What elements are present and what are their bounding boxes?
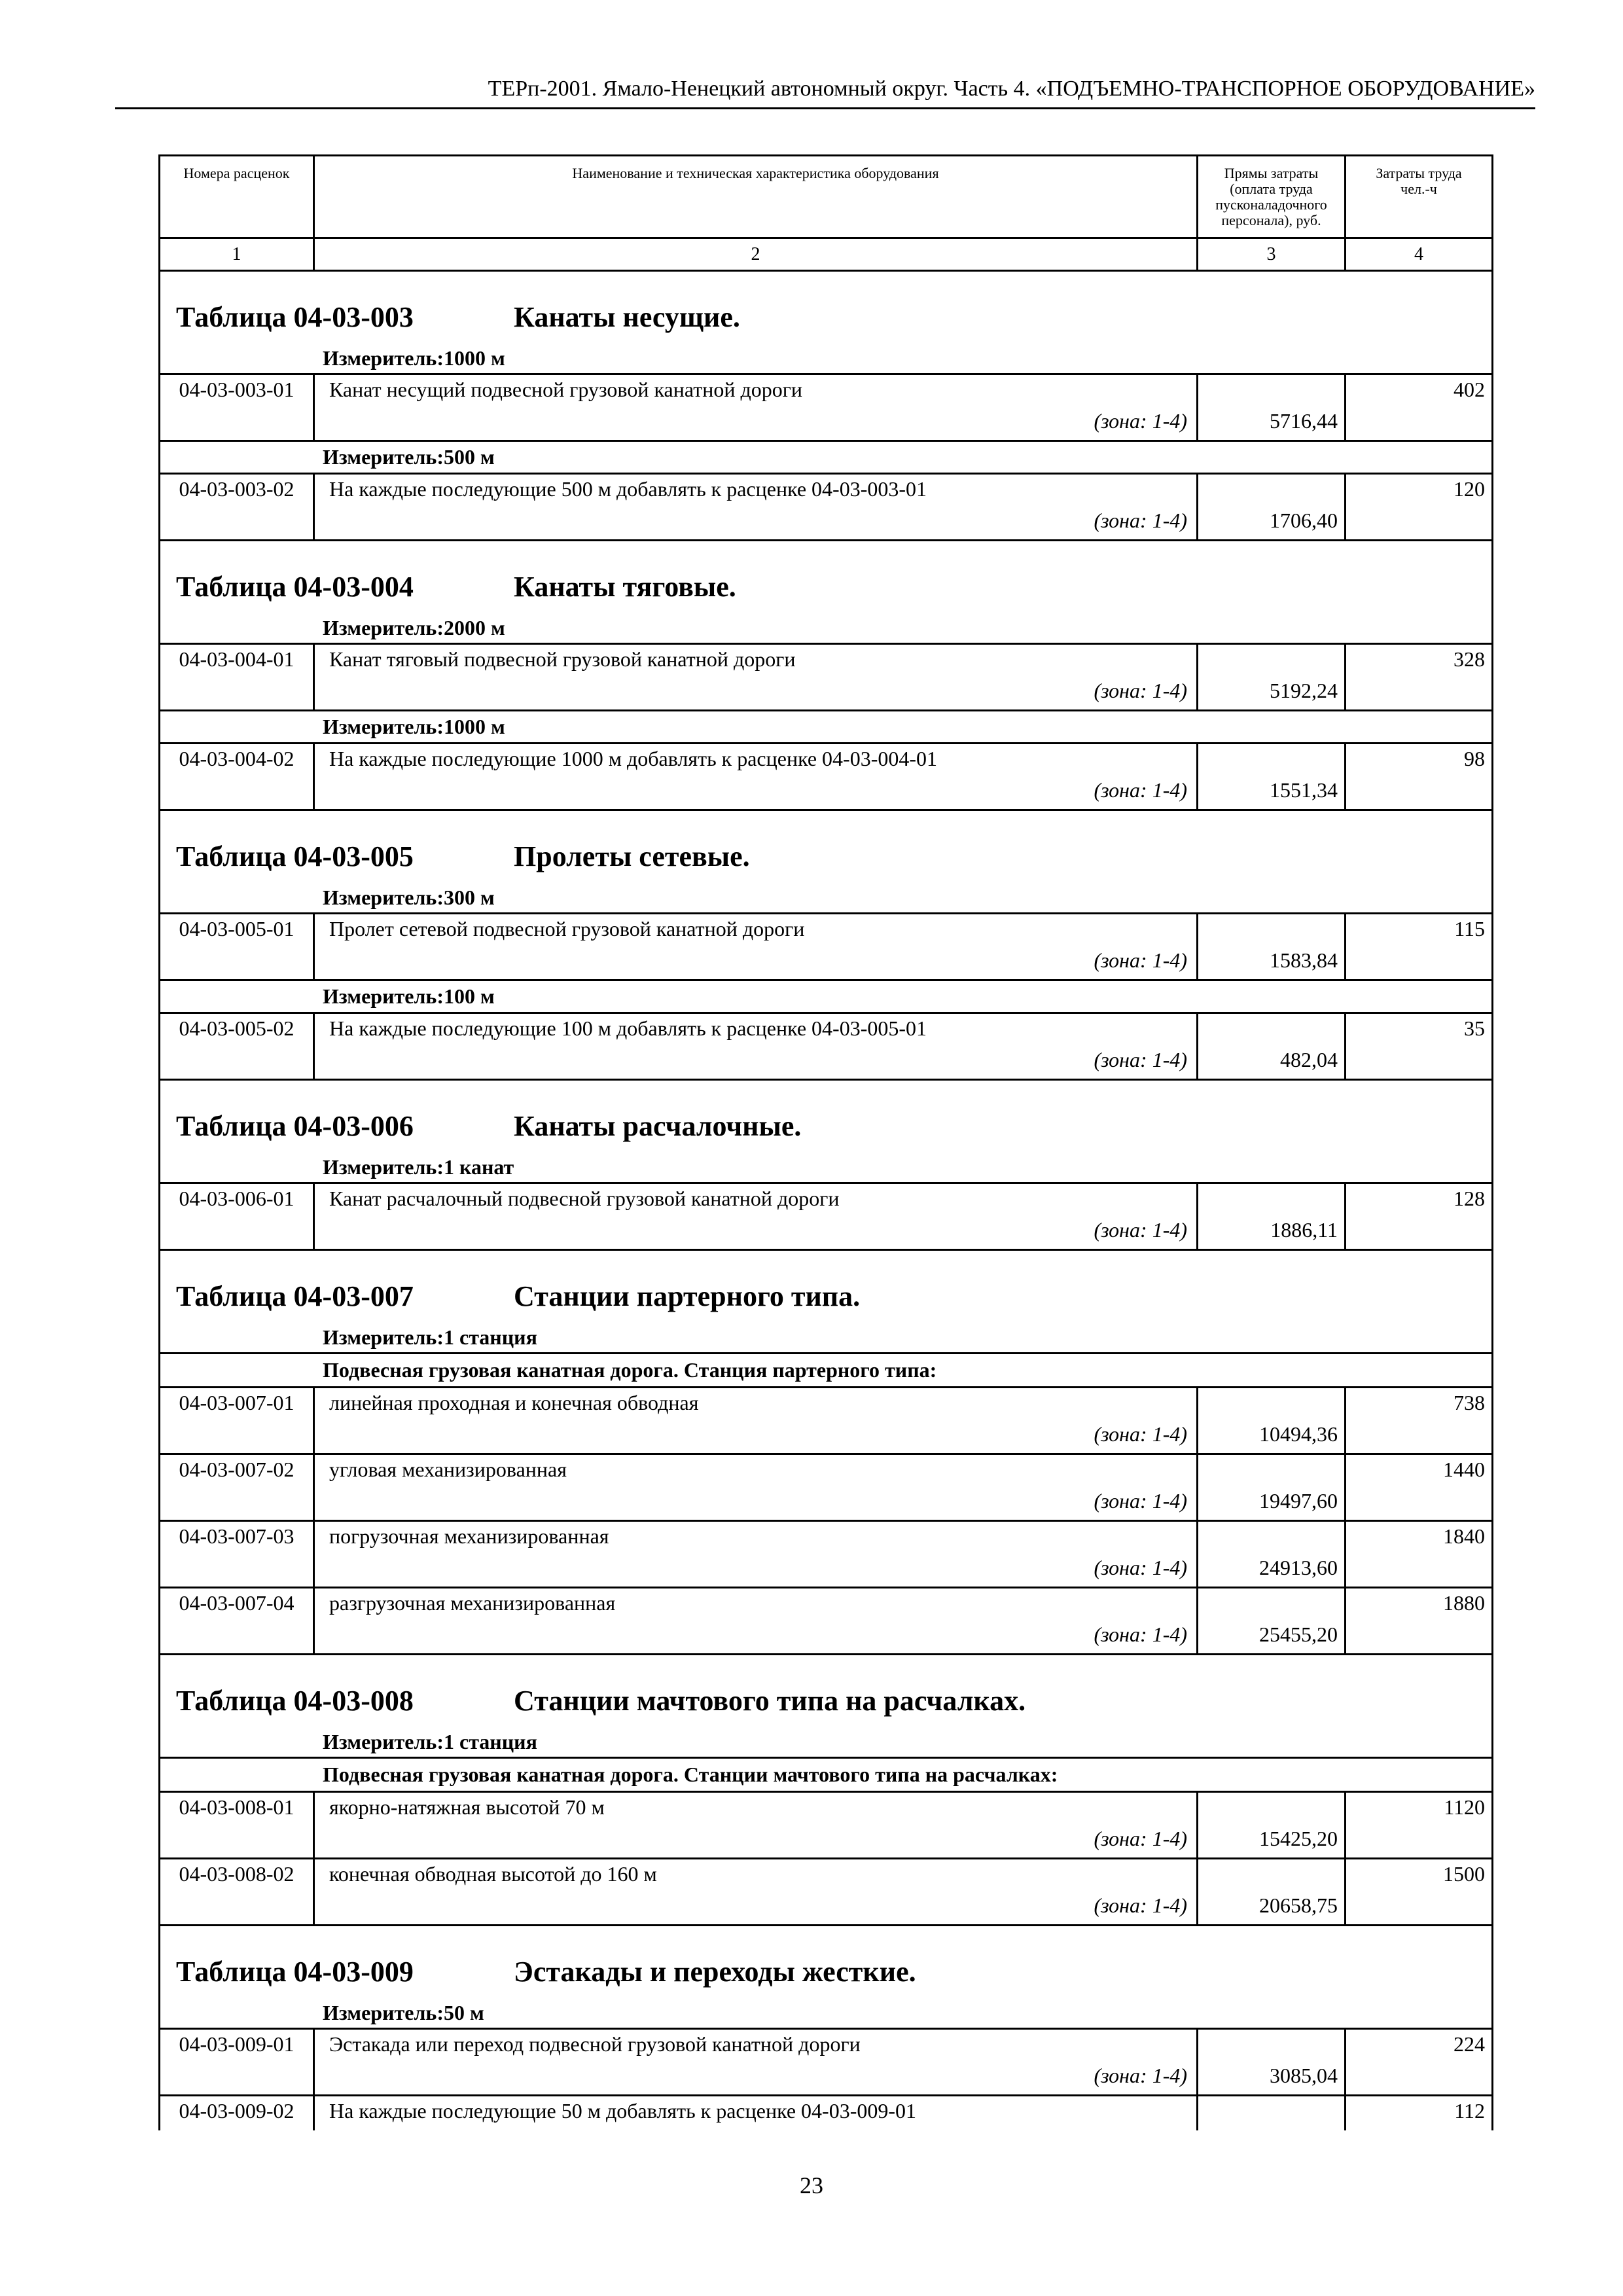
column-number-1: 1 — [160, 239, 315, 270]
table-number: Таблица 04-03-006 — [176, 1110, 414, 1142]
column-number-4: 4 — [1414, 244, 1423, 264]
zone-note: (зона: 1-4) — [1094, 1422, 1187, 1446]
rates-table — [158, 154, 1493, 2130]
rate-name: Канат тяговый подвесной грузовой канатной дороги — [329, 647, 796, 671]
rate-code: 04-03-004-02 — [160, 744, 315, 809]
table-row — [158, 1014, 1493, 1081]
rate-description-cell — [315, 1184, 1198, 1249]
rate-name: якорно-натяжная высотой 70 м — [329, 1795, 605, 1819]
zone-note: (зона: 1-4) — [1094, 1489, 1187, 1513]
zone-note: (зона: 1-4) — [1094, 1048, 1187, 1071]
rate-name: На каждые последующие 500 м добавлять к расценке 04-03-003-01 — [329, 477, 927, 501]
rate-description-cell — [315, 914, 1198, 979]
rate-name: Канат расчалочный подвесной грузовой канатной дороги — [329, 1187, 840, 1210]
cost-cell — [1198, 1014, 1346, 1079]
table-number: Таблица 04-03-005 — [176, 840, 414, 872]
measure-row — [158, 442, 1493, 475]
table-heading — [158, 272, 1493, 375]
rate-name: На каждые последующие 50 м добавлять к расценке 04-03-009-01 — [329, 2099, 916, 2123]
rate-description-cell — [315, 645, 1198, 709]
page-number: 23 — [800, 2172, 823, 2198]
rate-code: 04-03-007-02 — [160, 1455, 315, 1520]
column-header-codes: Номера расценок — [160, 156, 315, 237]
labor-cost: 1880 — [1443, 1591, 1485, 1615]
direct-cost: 10494,36 — [1259, 1422, 1338, 1446]
rate-description-cell — [315, 2030, 1198, 2094]
labor-cost: 115 — [1454, 917, 1485, 941]
cost-cell — [1198, 2030, 1346, 2094]
rate-description-cell — [315, 1014, 1198, 1079]
table-row — [158, 645, 1493, 711]
table-title: Пролеты сетевые. — [514, 840, 750, 872]
rate-code: 04-03-009-02 — [160, 2096, 315, 2130]
labor-cost: 738 — [1454, 1391, 1485, 1414]
rate-name: погрузочная механизированная — [329, 1524, 609, 1548]
zone-note: (зона: 1-4) — [1094, 1893, 1187, 1917]
table-measure: Измеритель:2000 м — [323, 616, 505, 639]
table-number: Таблица 04-03-003 — [176, 301, 414, 333]
rate-name: На каждые последующие 1000 м добавлять к расценке 04-03-004-01 — [329, 747, 937, 770]
table-number: Таблица 04-03-007 — [176, 1280, 414, 1312]
column-header-row — [158, 156, 1493, 239]
table-number: Таблица 04-03-004 — [176, 571, 414, 603]
labor-cost: 120 — [1454, 477, 1485, 501]
table-row — [158, 475, 1493, 541]
table-heading — [158, 811, 1493, 914]
zone-note: (зона: 1-4) — [1094, 1623, 1187, 1646]
rate-code: 04-03-008-01 — [160, 1793, 315, 1857]
table-row — [158, 2096, 1493, 2130]
cost-cell — [1198, 1388, 1346, 1453]
rate-code: 04-03-003-02 — [160, 475, 315, 539]
labor-cost: 1120 — [1444, 1795, 1485, 1819]
table-row — [158, 1184, 1493, 1251]
zone-note: (зона: 1-4) — [1094, 948, 1187, 972]
table-number: Таблица 04-03-008 — [176, 1685, 414, 1717]
rate-code: 04-03-009-01 — [160, 2030, 315, 2094]
table-title: Эстакады и переходы жесткие. — [514, 1956, 916, 1988]
table-measure: Измеритель:1 канат — [323, 1155, 514, 1179]
table-measure: Измеритель:1 станция — [323, 1325, 537, 1349]
labor-cost: 98 — [1464, 747, 1485, 770]
table-title: Станции партерного типа. — [514, 1280, 861, 1312]
direct-cost: 482,04 — [1280, 1048, 1338, 1071]
rate-description-cell — [315, 2096, 1198, 2130]
table-row — [158, 2030, 1493, 2096]
direct-cost: 1886,11 — [1270, 1218, 1338, 1242]
table-heading — [158, 1655, 1493, 1759]
column-header-cost: Прямы затраты (оплата труда пусконаладочного персонала), руб. — [1198, 156, 1346, 237]
column-number-2: 2 — [315, 239, 1198, 270]
rate-description-cell — [315, 375, 1198, 440]
cost-cell — [1198, 2096, 1346, 2130]
table-row — [158, 1455, 1493, 1522]
direct-cost: 5192,24 — [1270, 679, 1338, 702]
rate-code: 04-03-007-04 — [160, 1588, 315, 1653]
group-row — [158, 1759, 1493, 1793]
measure-label: Измеритель:500 м — [323, 445, 495, 469]
cost-cell — [1198, 1184, 1346, 1249]
table-title: Канаты несущие. — [514, 301, 740, 333]
rate-code: 04-03-006-01 — [160, 1184, 315, 1249]
rate-name: линейная проходная и конечная обводная — [329, 1391, 699, 1414]
cost-cell — [1198, 1522, 1346, 1587]
zone-note: (зона: 1-4) — [1094, 2064, 1187, 2087]
rate-name: Канат несущий подвесной грузовой канатной дороги — [329, 378, 802, 401]
direct-cost: 1551,34 — [1270, 778, 1338, 802]
direct-cost: 20658,75 — [1259, 1893, 1338, 1917]
table-row — [158, 744, 1493, 811]
table-measure: Измеритель:50 м — [323, 2001, 484, 2024]
cost-cell — [1198, 475, 1346, 539]
rate-code: 04-03-003-01 — [160, 375, 315, 440]
column-header-labor: Затраты труда чел.-ч — [1376, 165, 1462, 197]
measure-row — [158, 981, 1493, 1014]
direct-cost: 15425,20 — [1259, 1827, 1338, 1850]
measure-label: Измеритель:100 м — [323, 984, 495, 1008]
table-heading — [158, 1926, 1493, 2030]
cost-cell — [1198, 1588, 1346, 1653]
rate-description-cell — [315, 1455, 1198, 1520]
rate-name: конечная обводная высотой до 160 м — [329, 1862, 657, 1886]
zone-note: (зона: 1-4) — [1094, 778, 1187, 802]
group-label: Подвесная грузовая канатная дорога. Станция партерного типа: — [323, 1358, 937, 1382]
cost-cell — [1198, 914, 1346, 979]
rate-description-cell — [315, 1388, 1198, 1453]
rate-name: угловая механизированная — [329, 1458, 567, 1481]
rate-description-cell — [315, 1588, 1198, 1653]
zone-note: (зона: 1-4) — [1094, 509, 1187, 532]
labor-cost: 402 — [1454, 378, 1485, 401]
table-row — [158, 1793, 1493, 1859]
direct-cost: 5716,44 — [1270, 409, 1338, 433]
direct-cost: 1706,40 — [1270, 509, 1338, 532]
column-header-name: Наименование и техническая характеристика оборудования — [315, 156, 1198, 237]
running-header: ТЕРп-2001. Ямало-Ненецкий автономный округ. Часть 4. «ПОДЪЕМНО-ТРАНСПОРНОЕ ОБОРУДОВАНИЕ» — [115, 71, 1535, 109]
rate-code: 04-03-008-02 — [160, 1859, 315, 1924]
zone-note: (зона: 1-4) — [1094, 679, 1187, 702]
table-body — [158, 272, 1493, 2130]
measure-label: Измеритель:1000 м — [323, 715, 505, 738]
table-heading — [158, 1081, 1493, 1184]
rate-code: 04-03-007-03 — [160, 1522, 315, 1587]
labor-cost: 1500 — [1443, 1862, 1485, 1886]
zone-note: (зона: 1-4) — [1094, 1556, 1187, 1579]
direct-cost: 24913,60 — [1259, 1556, 1338, 1579]
cost-cell — [1198, 645, 1346, 709]
labor-cost: 1440 — [1443, 1458, 1485, 1481]
direct-cost: 25455,20 — [1259, 1623, 1338, 1646]
labor-cost: 128 — [1454, 1187, 1485, 1210]
rate-name: Пролет сетевой подвесной грузовой канатной дороги — [329, 917, 805, 941]
table-row — [158, 1859, 1493, 1926]
labor-cost: 35 — [1464, 1016, 1485, 1040]
table-row — [158, 1388, 1493, 1455]
zone-note: (зона: 1-4) — [1094, 409, 1187, 433]
rate-description-cell — [315, 475, 1198, 539]
group-row — [158, 1354, 1493, 1388]
table-row — [158, 375, 1493, 442]
cost-cell — [1198, 375, 1346, 440]
cost-cell — [1198, 1859, 1346, 1924]
labor-cost: 224 — [1454, 2032, 1485, 2056]
rate-name: Эстакада или переход подвесной грузовой канатной дороги — [329, 2032, 861, 2056]
rate-description-cell — [315, 744, 1198, 809]
rate-name: На каждые последующие 100 м добавлять к расценке 04-03-005-01 — [329, 1016, 927, 1040]
table-heading — [158, 1251, 1493, 1354]
table-heading — [158, 541, 1493, 645]
table-title: Канаты расчалочные. — [514, 1110, 802, 1142]
labor-cost: 1840 — [1443, 1524, 1485, 1548]
table-row — [158, 914, 1493, 981]
labor-cost: 328 — [1454, 647, 1485, 671]
cost-cell — [1198, 1793, 1346, 1857]
column-number-row — [158, 239, 1493, 272]
rate-code: 04-03-005-02 — [160, 1014, 315, 1079]
rate-name: разгрузочная механизированная — [329, 1591, 616, 1615]
table-title: Канаты тяговые. — [514, 571, 736, 603]
direct-cost: 19497,60 — [1259, 1489, 1338, 1513]
zone-note: (зона: 1-4) — [1094, 1218, 1187, 1242]
table-number: Таблица 04-03-009 — [176, 1956, 414, 1988]
labor-cost: 112 — [1454, 2099, 1485, 2123]
rate-description-cell — [315, 1793, 1198, 1857]
table-title: Станции мачтового типа на расчалках. — [514, 1685, 1026, 1717]
column-number-3: 3 — [1198, 239, 1346, 270]
rate-description-cell — [315, 1522, 1198, 1587]
direct-cost: 1583,84 — [1270, 948, 1338, 972]
table-row — [158, 1522, 1493, 1588]
table-measure: Измеритель:1 станция — [323, 1730, 537, 1753]
cost-cell — [1198, 1455, 1346, 1520]
cost-cell — [1198, 744, 1346, 809]
zone-note: (зона: 1-4) — [1094, 1827, 1187, 1850]
table-measure: Измеритель:1000 м — [323, 346, 505, 370]
rate-code: 04-03-007-01 — [160, 1388, 315, 1453]
direct-cost: 3085,04 — [1270, 2064, 1338, 2087]
measure-row — [158, 711, 1493, 744]
rate-code: 04-03-005-01 — [160, 914, 315, 979]
rate-code: 04-03-004-01 — [160, 645, 315, 709]
table-row — [158, 1588, 1493, 1655]
rate-description-cell — [315, 1859, 1198, 1924]
table-measure: Измеритель:300 м — [323, 886, 495, 909]
group-label: Подвесная грузовая канатная дорога. Станции мачтового типа на расчалках: — [323, 1763, 1058, 1786]
